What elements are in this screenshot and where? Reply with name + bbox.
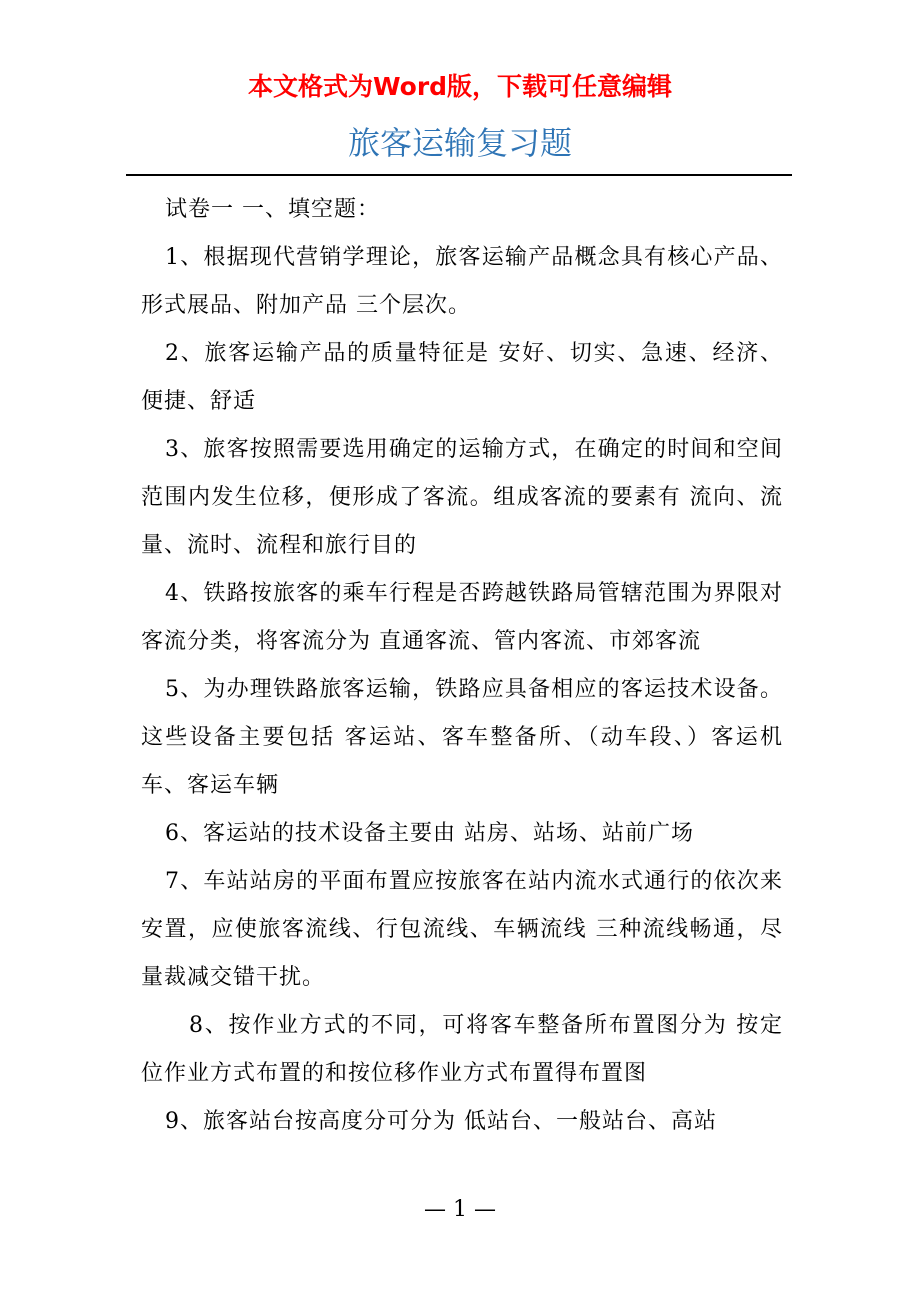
question-item-2: 2、旅客运输产品的质量特征是 安好、切实、急速、经济、便捷、舒适 <box>141 341 783 414</box>
question-item-3: 3、旅客按照需要选用确定的运输方式，在确定的时间和空间范围内发生位移，便形成了客流。组成客流的要素有 流向、流量、流时、流程和旅行目的 <box>141 437 783 558</box>
header-divider <box>126 174 792 176</box>
section-heading: 试卷一 一、填空题： <box>165 197 380 222</box>
question-item-9: 9、旅客站台按高度分可分为 低站台、一般站台、高站 <box>165 1109 717 1134</box>
page-number: — 1 — <box>424 1197 496 1222</box>
document-body <box>141 186 783 1146</box>
document-title: 旅客运输复习题 <box>347 124 572 162</box>
question-item-4: 4、铁路按旅客的乘车行程是否跨越铁路局管辖范围为界限对客流分类，将客流分为 直通客流、管内客流、市郊客流 <box>141 581 783 654</box>
question-item-5: 5、为办理铁路旅客运输，铁路应具备相应的客运技术设备。这些设备主要包括 客运站、客车整备所、（动车段、）客运机车、客运车辆 <box>141 677 783 798</box>
question-item-8: 8、按作业方式的不同，可将客车整备所布置图分为 按定位作业方式布置的和按位移作业方式布置得布置图 <box>141 1013 783 1086</box>
question-item-1: 1、根据现代营销学理论，旅客运输产品概念具有核心产品、形式展品、附加产品 三个层次。 <box>141 245 783 318</box>
question-item-6: 6、客运站的技术设备主要由 站房、站场、站前广场 <box>165 821 694 846</box>
download-banner: 本文格式为Word版，下载可任意编辑 <box>247 72 673 101</box>
question-item-7: 7、车站站房的平面布置应按旅客在站内流水式通行的依次来安置，应使旅客流线、行包流线、车辆流线 三种流线畅通，尽量裁减交错干扰。 <box>141 869 783 990</box>
